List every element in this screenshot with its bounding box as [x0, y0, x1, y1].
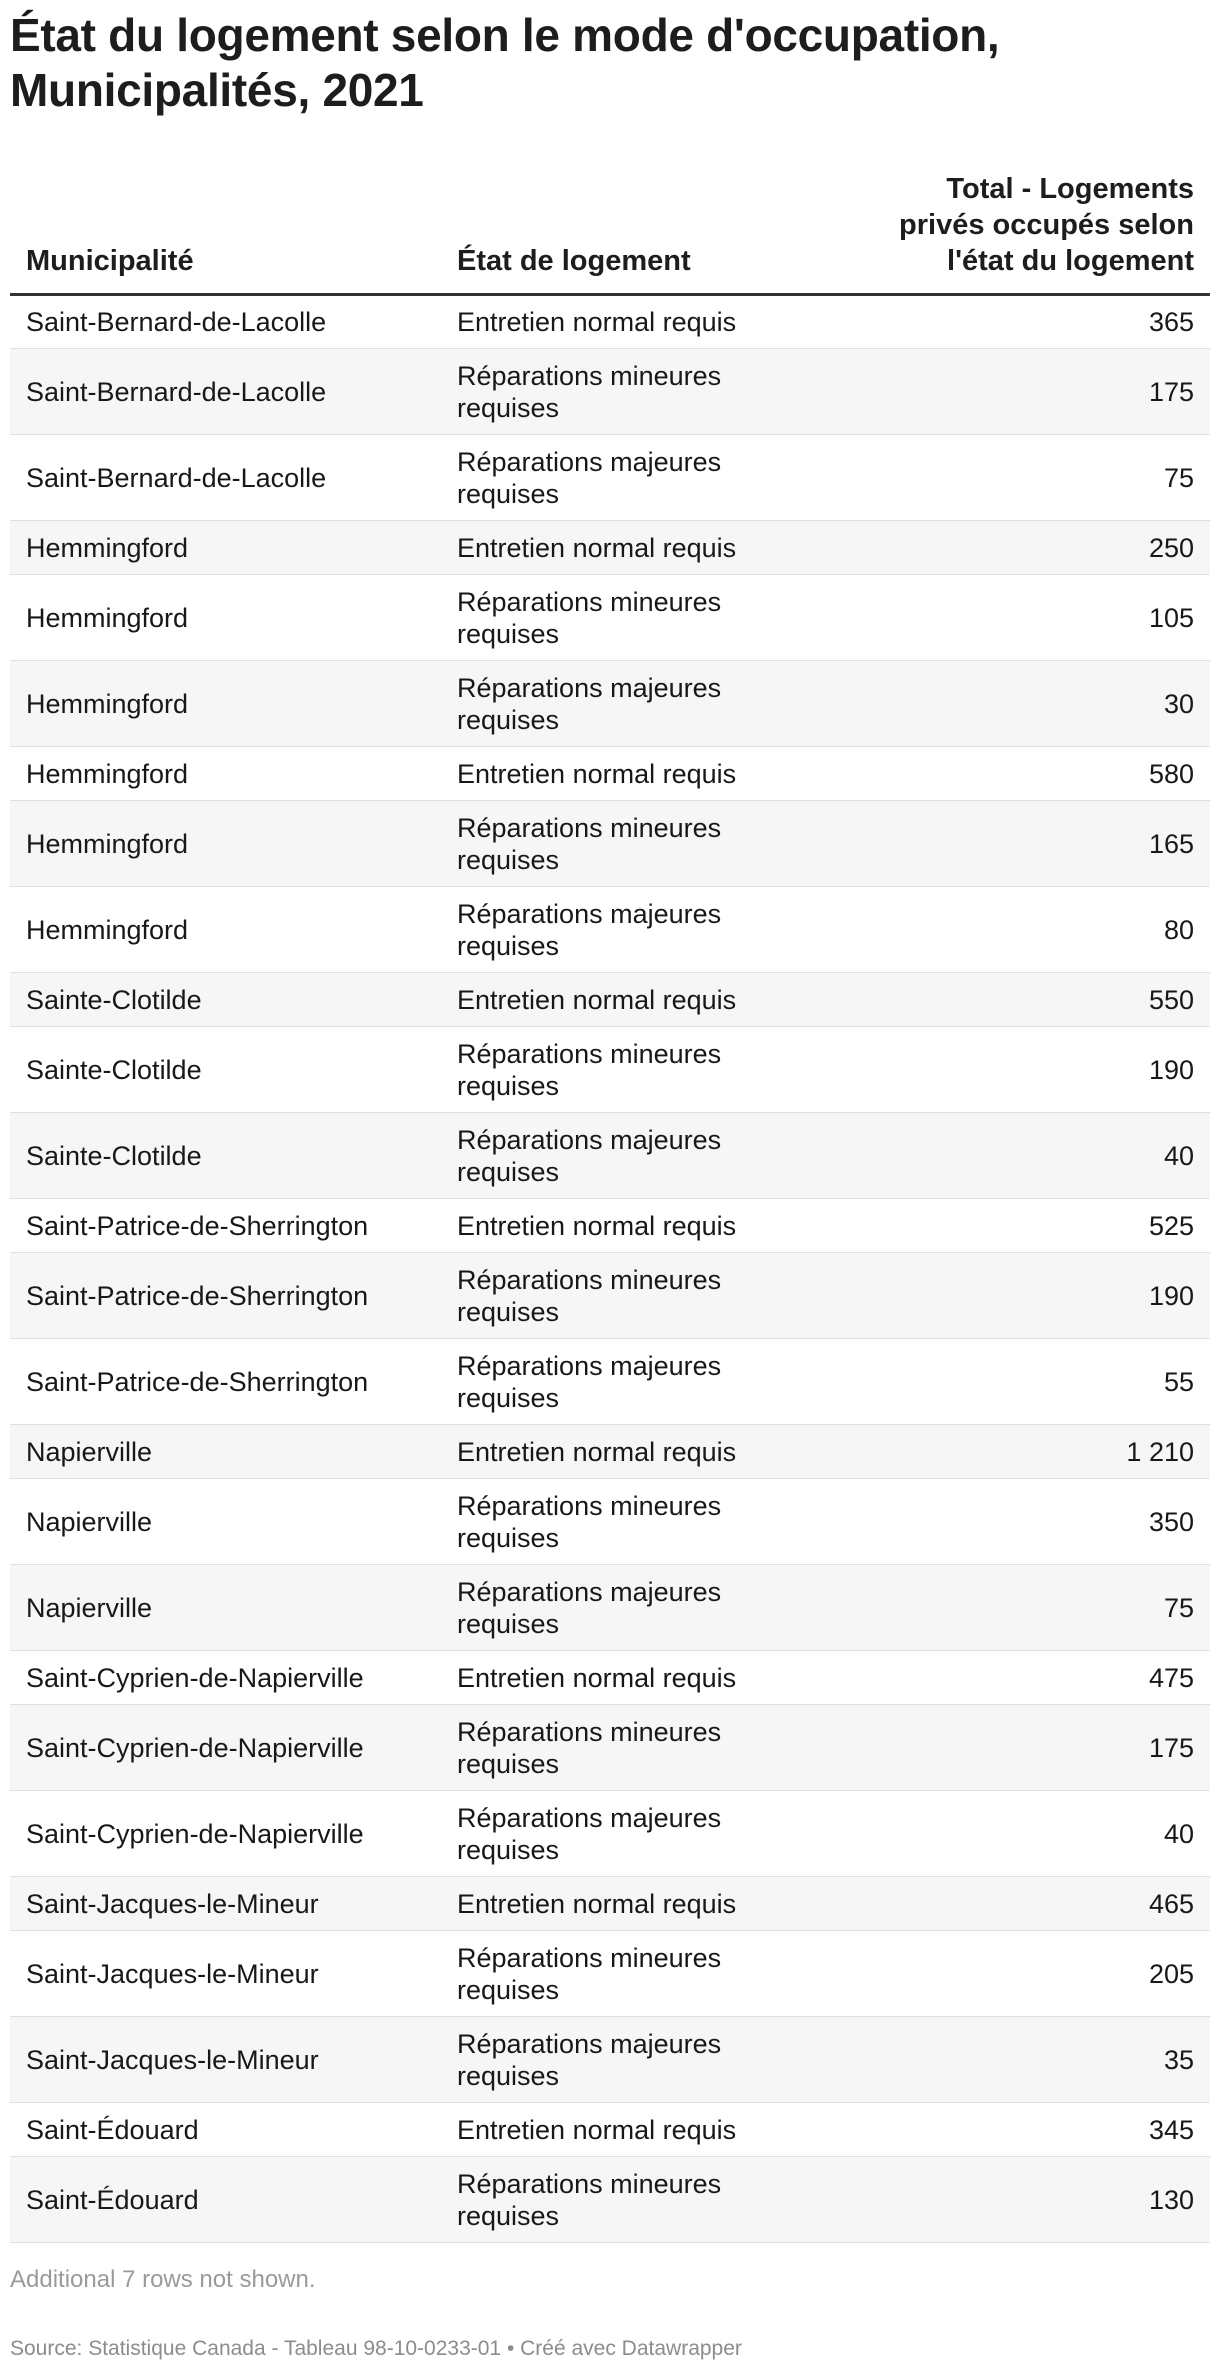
cell-total: 175: [872, 1705, 1210, 1791]
table-row: [10, 1113, 1210, 1199]
cell-municipalite: Hemmingford: [10, 747, 441, 801]
cell-etat-logement: Entretien normal requis: [457, 1662, 737, 1693]
cell-etat-logement: Réparations majeures requises: [457, 1802, 722, 1865]
cell-etat-logement-wrapper: [441, 435, 872, 521]
cell-total: 165: [872, 801, 1210, 887]
table-row: [10, 1253, 1210, 1339]
cell-total: 40: [872, 1113, 1210, 1199]
cell-etat-logement-wrapper: [441, 1027, 872, 1113]
cell-total: 105: [872, 575, 1210, 661]
table-row: [10, 1705, 1210, 1791]
cell-etat-logement-wrapper: [441, 887, 872, 973]
cell-municipalite: Sainte-Clotilde: [10, 973, 441, 1027]
cell-etat-logement: Réparations majeures requises: [457, 1576, 722, 1639]
cell-municipalite: Saint-Édouard: [10, 2103, 441, 2157]
cell-etat-logement-wrapper: [441, 349, 872, 435]
cell-municipalite: Hemmingford: [10, 887, 441, 973]
cell-etat-logement: Réparations majeures requises: [457, 446, 722, 509]
cell-municipalite: Napierville: [10, 1565, 441, 1651]
table-row: [10, 747, 1210, 801]
cell-total: 30: [872, 661, 1210, 747]
table-row: [10, 521, 1210, 575]
rows-not-shown-note: Additional 7 rows not shown.: [10, 2266, 316, 2293]
cell-etat-logement-wrapper: [441, 1931, 872, 2017]
data-table: [10, 171, 1210, 2243]
cell-total: 75: [872, 435, 1210, 521]
cell-etat-logement: Entretien normal requis: [457, 532, 737, 563]
table-row: [10, 887, 1210, 973]
cell-etat-logement-wrapper: [441, 1339, 872, 1425]
table-body: [10, 295, 1210, 2243]
table-row: [10, 1479, 1210, 1565]
cell-etat-logement: Réparations mineures requises: [457, 1716, 722, 1779]
cell-municipalite: Saint-Bernard-de-Lacolle: [10, 349, 441, 435]
cell-municipalite: Saint-Jacques-le-Mineur: [10, 2017, 441, 2103]
cell-etat-logement: Entretien normal requis: [457, 1888, 737, 1919]
cell-total: 365: [872, 295, 1210, 349]
cell-etat-logement: Réparations mineures requises: [457, 360, 722, 423]
cell-etat-logement-wrapper: [441, 2103, 872, 2157]
cell-etat-logement-wrapper: [441, 1565, 872, 1651]
cell-total: 190: [872, 1027, 1210, 1113]
table-row: [10, 1199, 1210, 1253]
cell-municipalite: Hemmingford: [10, 661, 441, 747]
source-footer: Source: Statistique Canada - Tableau 98-10-0233-01 • Créé avec Datawrapper: [10, 2337, 742, 2360]
cell-municipalite: Saint-Jacques-le-Mineur: [10, 1877, 441, 1931]
cell-municipalite: Saint-Cyprien-de-Napierville: [10, 1791, 441, 1877]
table-row: [10, 661, 1210, 747]
table-row: [10, 1425, 1210, 1479]
cell-total: 350: [872, 1479, 1210, 1565]
cell-etat-logement: Réparations majeures requises: [457, 672, 722, 735]
table-row: [10, 801, 1210, 887]
cell-etat-logement-wrapper: [441, 1791, 872, 1877]
cell-total: 550: [872, 973, 1210, 1027]
table-row: [10, 2017, 1210, 2103]
cell-etat-logement-wrapper: [441, 2157, 872, 2243]
cell-etat-logement: Réparations majeures requises: [457, 1124, 722, 1187]
cell-municipalite: Hemmingford: [10, 801, 441, 887]
table-row: [10, 973, 1210, 1027]
cell-total: 75: [872, 1565, 1210, 1651]
cell-total: 1 210: [872, 1425, 1210, 1479]
cell-etat-logement: Réparations mineures requises: [457, 2168, 722, 2231]
cell-etat-logement: Entretien normal requis: [457, 2114, 737, 2145]
cell-etat-logement-wrapper: [441, 2017, 872, 2103]
chart-title: État du logement selon le mode d'occupation, Municipalités, 2021: [10, 9, 1000, 116]
cell-etat-logement-wrapper: [441, 747, 872, 801]
table-row: [10, 2103, 1210, 2157]
cell-etat-logement: Entretien normal requis: [457, 984, 737, 1015]
cell-municipalite: Sainte-Clotilde: [10, 1113, 441, 1199]
cell-etat-logement-wrapper: [441, 1705, 872, 1791]
cell-etat-logement-wrapper: [441, 1425, 872, 1479]
table-row: [10, 1651, 1210, 1705]
table-row: [10, 575, 1210, 661]
cell-municipalite: Saint-Bernard-de-Lacolle: [10, 295, 441, 349]
cell-total: 190: [872, 1253, 1210, 1339]
cell-total: 35: [872, 2017, 1210, 2103]
cell-etat-logement: Réparations mineures requises: [457, 1264, 722, 1327]
table-row: [10, 1027, 1210, 1113]
table-row: [10, 1791, 1210, 1877]
cell-total: 55: [872, 1339, 1210, 1425]
cell-municipalite: Saint-Jacques-le-Mineur: [10, 1931, 441, 2017]
table-row: [10, 1931, 1210, 2017]
cell-etat-logement-wrapper: [441, 1877, 872, 1931]
cell-etat-logement: Réparations mineures requises: [457, 1490, 722, 1553]
cell-total: 345: [872, 2103, 1210, 2157]
cell-total: 525: [872, 1199, 1210, 1253]
column-header-total[interactable]: Total - Logements privés occupés selon l'état du logement: [872, 171, 1210, 295]
cell-etat-logement-wrapper: [441, 1113, 872, 1199]
table-row: [10, 1565, 1210, 1651]
cell-etat-logement-wrapper: [441, 521, 872, 575]
cell-etat-logement: Entretien normal requis: [457, 307, 737, 337]
cell-etat-logement-wrapper: [441, 973, 872, 1027]
cell-municipalite: Sainte-Clotilde: [10, 1027, 441, 1113]
cell-municipalite: Saint-Bernard-de-Lacolle: [10, 435, 441, 521]
cell-etat-logement-wrapper: [441, 801, 872, 887]
cell-etat-logement: Réparations mineures requises: [457, 1038, 722, 1101]
cell-total: 250: [872, 521, 1210, 575]
table-row: [10, 295, 1210, 349]
cell-etat-logement: Réparations majeures requises: [457, 1350, 722, 1413]
cell-total: 465: [872, 1877, 1210, 1931]
cell-total: 580: [872, 747, 1210, 801]
table-row: [10, 1339, 1210, 1425]
cell-municipalite: Hemmingford: [10, 575, 441, 661]
cell-etat-logement-wrapper: [441, 1199, 872, 1253]
cell-total: 40: [872, 1791, 1210, 1877]
column-header-municipalite[interactable]: Municipalité: [10, 171, 441, 295]
cell-total: 475: [872, 1651, 1210, 1705]
table-row: [10, 2157, 1210, 2243]
cell-total: 80: [872, 887, 1210, 973]
cell-municipalite: Napierville: [10, 1479, 441, 1565]
cell-etat-logement: Réparations mineures requises: [457, 812, 722, 875]
cell-municipalite: Saint-Patrice-de-Sherrington: [10, 1199, 441, 1253]
cell-etat-logement-wrapper: [441, 1253, 872, 1339]
cell-municipalite: Hemmingford: [10, 521, 441, 575]
cell-total: 130: [872, 2157, 1210, 2243]
cell-total: 205: [872, 1931, 1210, 2017]
cell-total: 175: [872, 349, 1210, 435]
cell-etat-logement-wrapper: [441, 1479, 872, 1565]
cell-etat-logement-wrapper: [441, 1651, 872, 1705]
cell-municipalite: Saint-Cyprien-de-Napierville: [10, 1651, 441, 1705]
table-row: [10, 1877, 1210, 1931]
cell-etat-logement: Entretien normal requis: [457, 1210, 737, 1241]
cell-etat-logement-wrapper: [441, 575, 872, 661]
cell-etat-logement-wrapper: [441, 295, 872, 349]
cell-etat-logement: Entretien normal requis: [457, 1436, 737, 1467]
cell-municipalite: Saint-Patrice-de-Sherrington: [10, 1339, 441, 1425]
cell-municipalite: Napierville: [10, 1425, 441, 1479]
column-header-etat[interactable]: État de logement: [441, 171, 872, 295]
cell-etat-logement: Réparations majeures requises: [457, 2028, 722, 2091]
cell-etat-logement: Entretien normal requis: [457, 758, 737, 789]
header-row: [10, 171, 1210, 295]
cell-municipalite: Saint-Édouard: [10, 2157, 441, 2243]
table-row: [10, 435, 1210, 521]
cell-etat-logement: Réparations mineures requises: [457, 586, 722, 649]
table-row: [10, 349, 1210, 435]
cell-municipalite: Saint-Patrice-de-Sherrington: [10, 1253, 441, 1339]
cell-municipalite: Saint-Cyprien-de-Napierville: [10, 1705, 441, 1791]
cell-etat-logement-wrapper: [441, 661, 872, 747]
cell-etat-logement: Réparations mineures requises: [457, 1942, 722, 2005]
cell-etat-logement: Réparations majeures requises: [457, 898, 722, 961]
